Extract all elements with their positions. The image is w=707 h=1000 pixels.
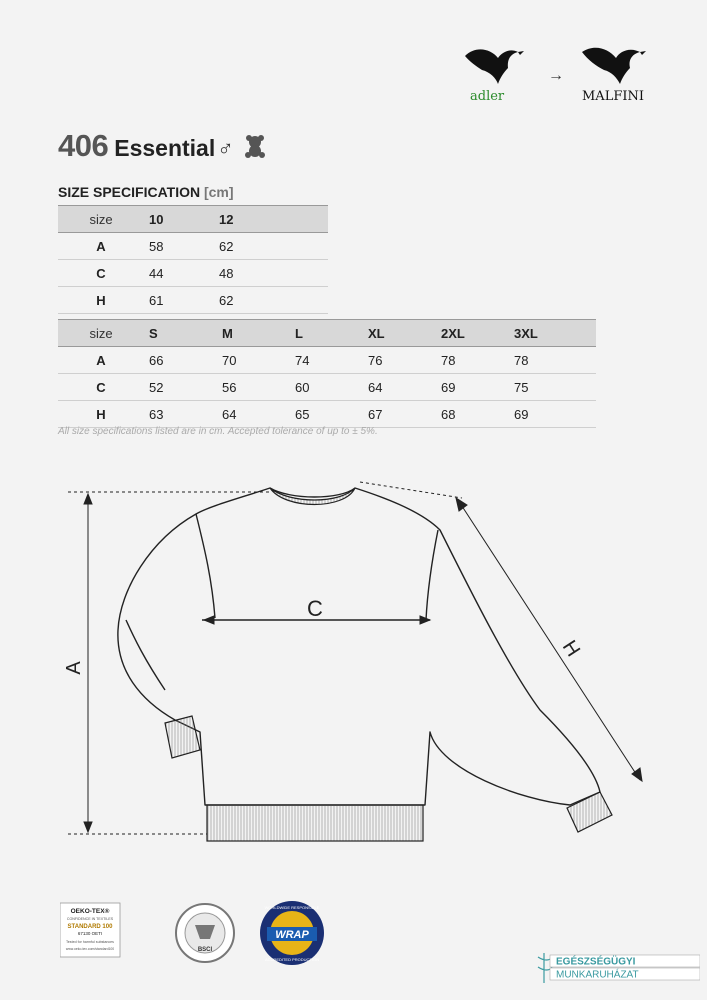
table-spacer [582,320,596,347]
table-row [58,260,328,287]
cell: 67 [363,401,436,428]
egeszsegugyi-text-2: MUNKARUHÁZAT [556,969,639,981]
sweatshirt-diagram [0,470,707,850]
cell: 44 [144,260,214,287]
size-table-adult [58,319,596,428]
row-label: H [58,401,144,428]
cell: 65 [290,401,363,428]
sweatshirt-outline [118,488,600,805]
header-size: 2XL [436,320,509,347]
header-size: 10 [144,206,214,233]
size-table-kids [58,205,328,314]
cell: 63 [144,401,217,428]
cell: 52 [144,374,217,401]
cell: 68 [436,401,509,428]
oeko-tex-logo [60,903,120,957]
product-number: 406 [58,128,109,163]
table-spacer [284,287,328,314]
table-spacer [284,233,328,260]
cell: 78 [509,347,582,374]
waistband [207,805,423,841]
cell: 60 [290,374,363,401]
row-label: A [58,233,144,260]
oeko-text-5: Tested for harmful substances [66,940,114,944]
certification-logos [60,895,700,985]
label-h: H [557,636,585,661]
wrap-logo [260,901,324,965]
cell: 56 [217,374,290,401]
cell: 62 [214,287,284,314]
size-specification-heading [58,184,234,200]
cell: 58 [144,233,214,260]
page-title [58,128,266,164]
table-spacer [284,206,328,233]
product-name: Essential [114,135,216,161]
cell: 78 [436,347,509,374]
table-spacer [284,260,328,287]
dimension-a [68,492,270,834]
header-size: S [144,320,217,347]
label-a: A [63,661,85,675]
malfini-eagle-icon [582,48,646,84]
spec-heading-text: SIZE SPECIFICATION [58,184,201,200]
table-row [58,233,328,260]
table-row [58,347,596,374]
header-label: size [58,320,144,347]
arrow-icon: → [548,67,564,84]
wrap-top-text: WORLDWIDE RESPONSIBLE [264,905,320,910]
row-label: A [58,347,144,374]
table-row [58,401,596,428]
cell: 64 [363,374,436,401]
cell: 75 [509,374,582,401]
egeszsegugyi-logo [538,953,700,983]
spec-unit: [cm] [203,184,234,200]
oeko-text-3: STANDARD 100 [67,924,113,930]
header-size: 12 [214,206,284,233]
brand-logos [460,38,690,108]
row-label: C [58,374,144,401]
tolerance-note: All size specifications listed are in cm. Accepted tolerance of up to ± 5%. [58,426,378,437]
egeszsegugyi-text-1: EGÉSZSÉGÜGYI [556,956,636,968]
header-size: M [217,320,290,347]
cell: 62 [214,233,284,260]
table-row [58,287,328,314]
table-spacer [582,401,596,428]
cell: 66 [144,347,217,374]
wrap-bottom-text: ACCREDITED PRODUCTION [264,957,320,962]
right-cuff [567,792,612,832]
cell: 64 [217,401,290,428]
header-size: 3XL [509,320,582,347]
header-size: L [290,320,363,347]
table-spacer [582,374,596,401]
oeko-text-2: CONFIDENCE IN TEXTILES [66,917,114,921]
table-row [58,374,596,401]
cell: 61 [144,287,214,314]
cell: 69 [436,374,509,401]
table-header-row [58,206,328,233]
table-header-row [58,320,596,347]
label-c: C [307,596,323,621]
bsci-logo [176,904,234,962]
cell: 76 [363,347,436,374]
table-spacer [582,347,596,374]
oeko-text-1: OEKO-TEX® [70,908,110,915]
dimension-h [360,482,642,781]
teddy-bear-icon [244,134,266,158]
adler-logo-text: adler [470,89,505,104]
left-cuff [165,716,200,758]
row-label: C [58,260,144,287]
header-label: size [58,206,144,233]
cell: 70 [217,347,290,374]
collar [270,488,355,505]
cell: 69 [509,401,582,428]
malfini-logo-text: MALFINI [582,89,644,104]
oeko-text-6: www.oeko-tex.com/standard100 [65,947,115,951]
bsci-text: BSCI [197,947,213,953]
wrap-text: WRAP [275,929,309,941]
adler-eagle-icon [465,49,524,84]
header-size: XL [363,320,436,347]
row-label: H [58,287,144,314]
oeko-text-4: 67130 OETI [77,931,103,936]
cell: 48 [214,260,284,287]
male-symbol-icon: ♂ [217,136,234,161]
cell: 74 [290,347,363,374]
